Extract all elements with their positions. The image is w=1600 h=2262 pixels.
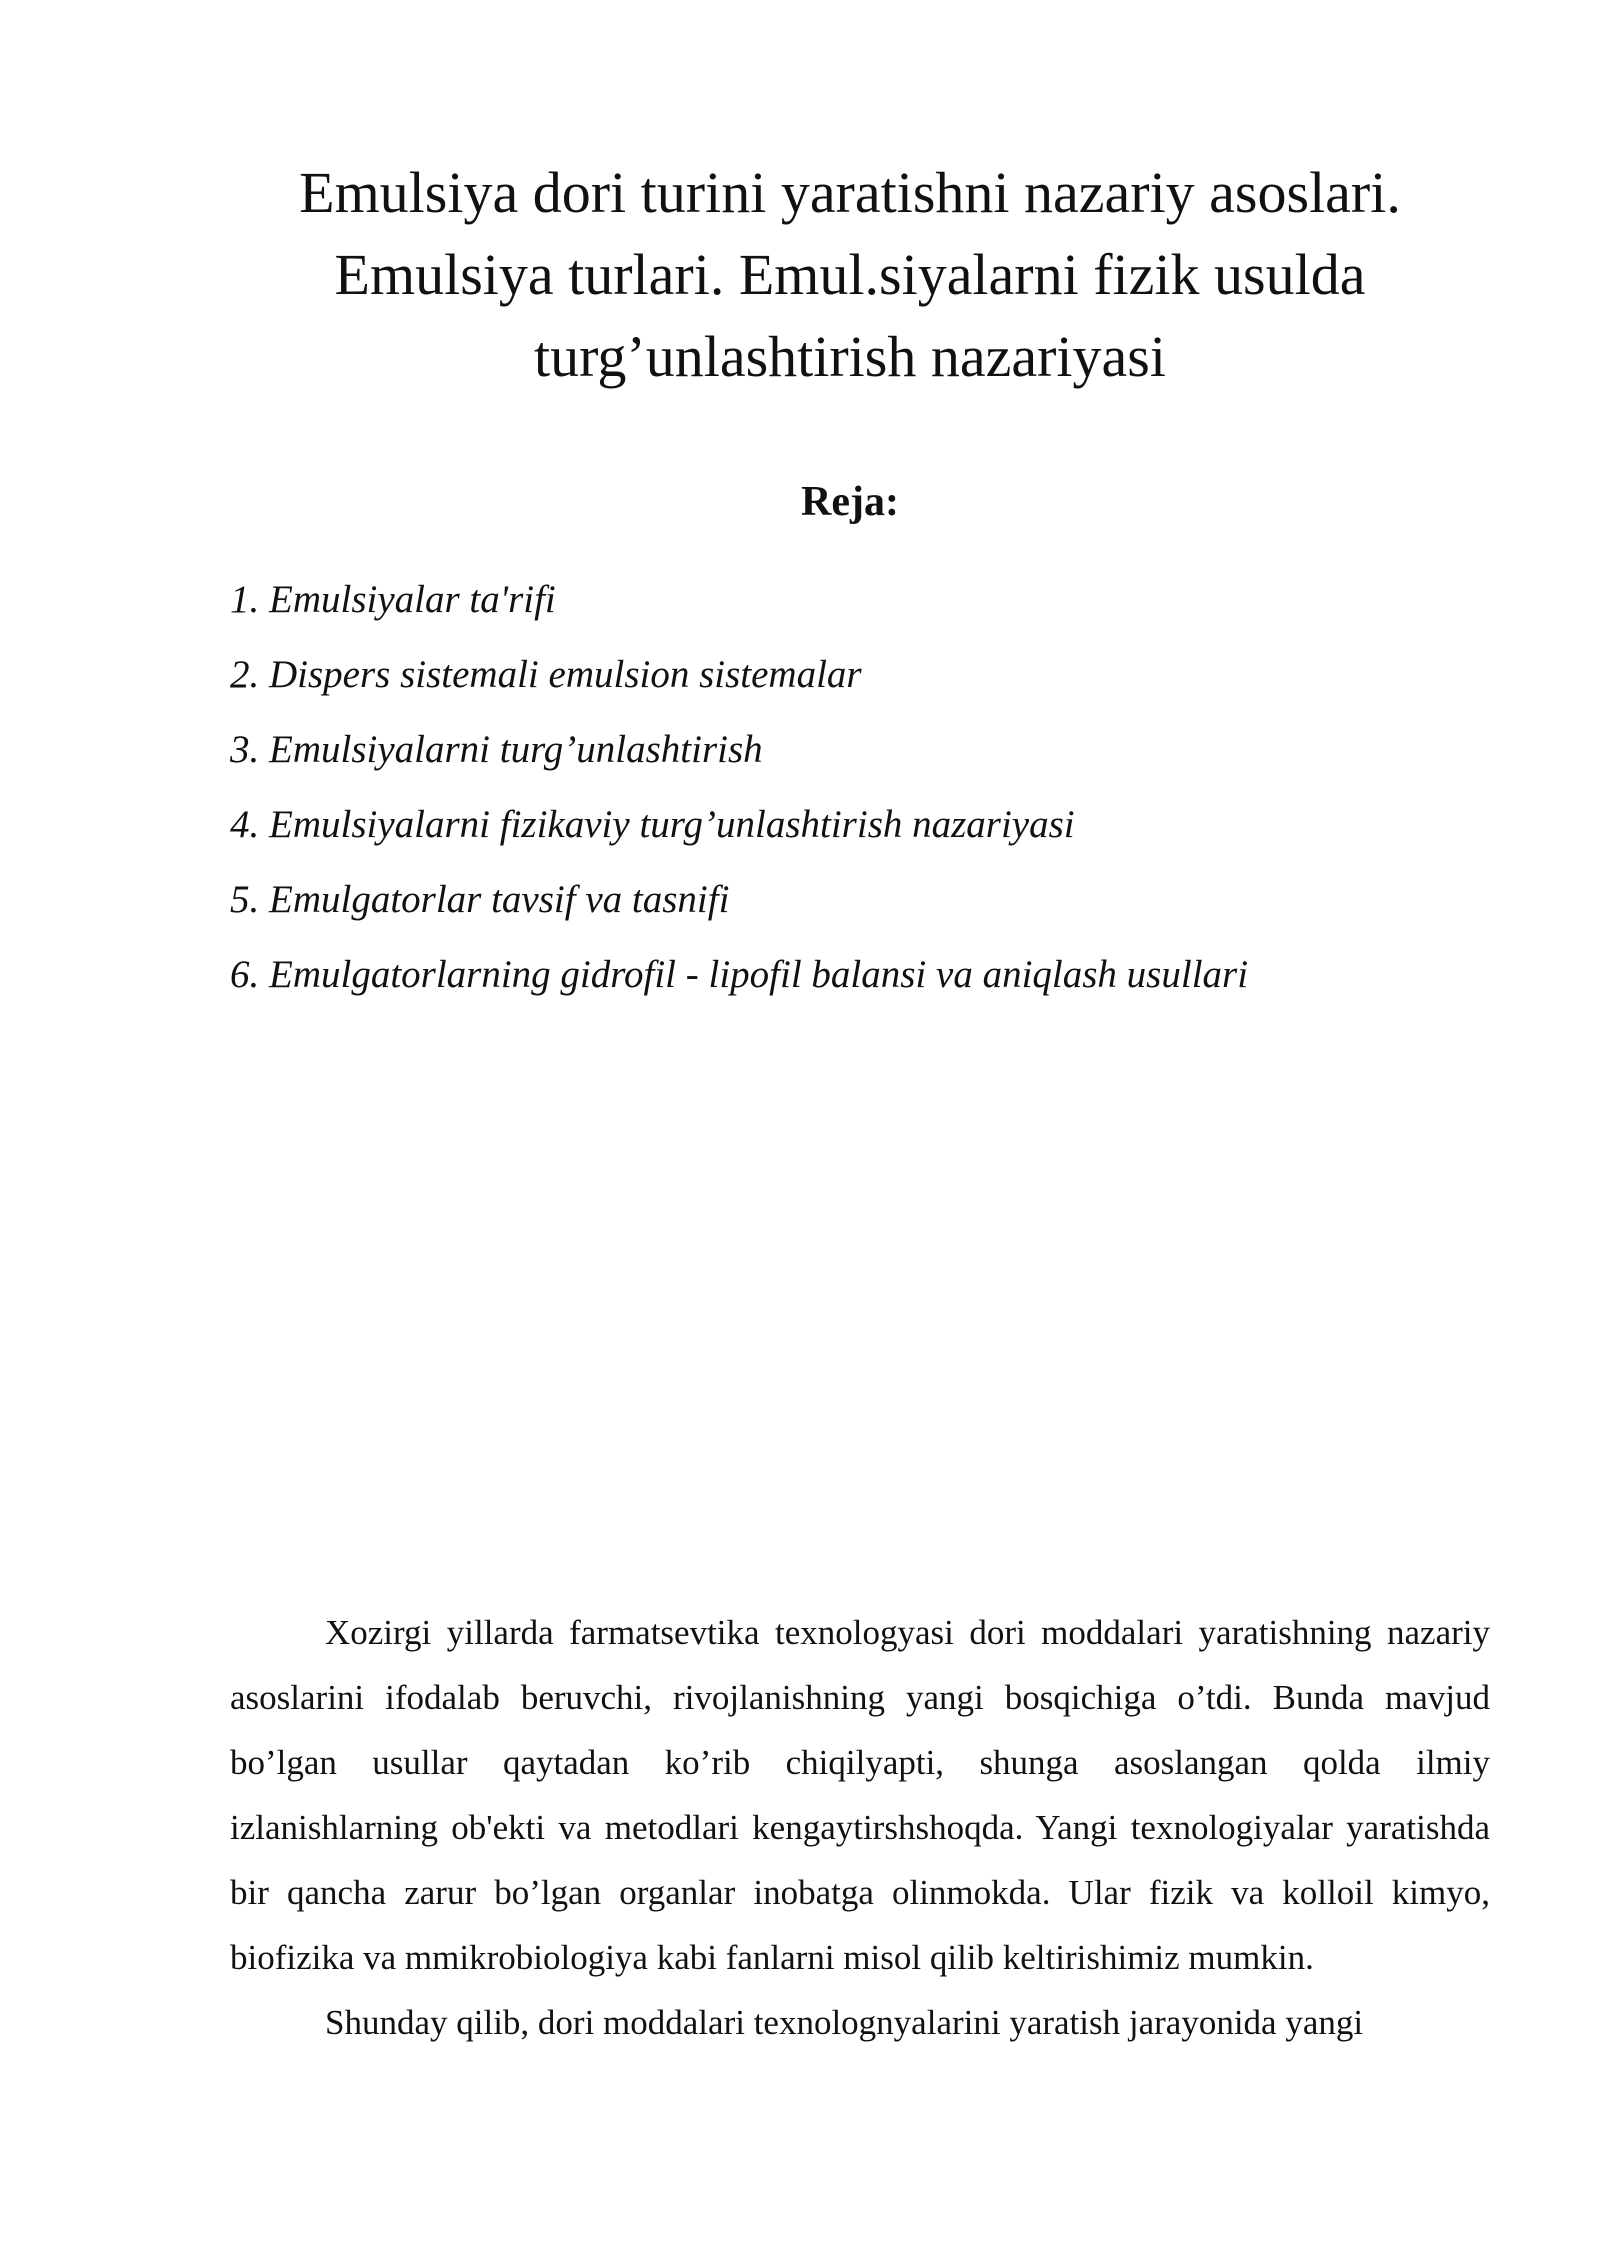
plan-item: 3. Emulsiyalarni turg’unlashtirish (230, 728, 763, 771)
plan-list (230, 570, 1248, 1020)
plan-heading: Reja: (801, 479, 899, 525)
plan-item: 2. Dispers sistemali emulsion sistemalar (230, 653, 862, 696)
body-text (230, 1600, 1490, 2055)
paragraph: Xozirgi yillarda farmatsevtika texnologyasi dori moddalari yaratishning nazariy asoslarini ifodalab beruvchi, rivojlanishning yangi bosqichiga o’tdi. Bunda mavjud bo’lgan usullar qaytadan ko’rib chiqilyapti, shunga asoslangan qolda ilmiy izlanishlarning ob'ekti va metodlari kengaytirshshoqda. Yangi texnologiyalar yaratishda bir qancha zarur bo’lgan organlar inobatga olinmokda. Ular fizik va kolloil kimyo, biofizika va mmikrobiologiya kabi fanlarni misol qilib keltirishimiz mumkin. (230, 1613, 1490, 1977)
title-line: Emulsiya dori turini yaratishni nazariy asoslari. (299, 160, 1401, 225)
plan-item: 4. Emulsiyalarni fizikaviy turg’unlashtirish nazariyasi (230, 803, 1075, 846)
plan-item: 5. Emulgatorlar tavsif va tasnifi (230, 878, 730, 921)
plan-item: 6. Emulgatorlarning gidrofil - lipofil balansi va aniqlash usullari (230, 953, 1249, 996)
document-title (200, 152, 1500, 398)
paragraph: Shunday qilib, dori moddalari texnolognyalarini yaratish jarayonida yangi (325, 2003, 1364, 2042)
title-line: Emulsiya turlari. Emul.siyalarni fizik usulda (334, 242, 1366, 307)
plan-item: 1. Emulsiyalar ta'rifi (230, 578, 556, 621)
title-line: turg’unlashtirish nazariyasi (534, 324, 1166, 389)
